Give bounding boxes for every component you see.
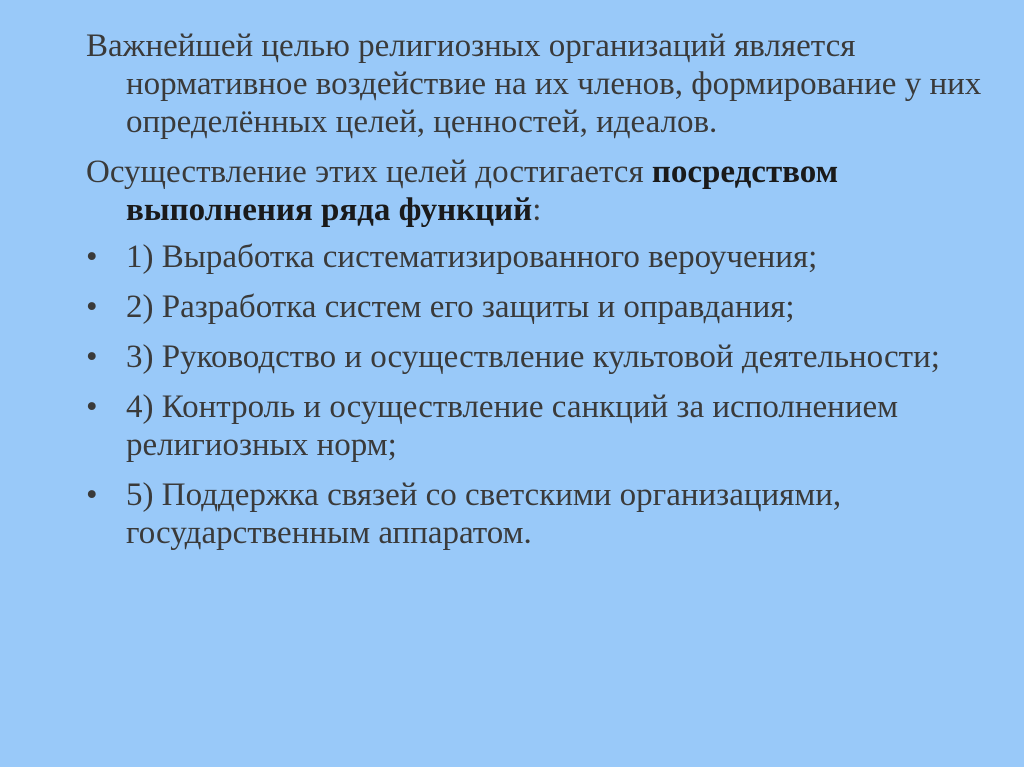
bullet-icon: • bbox=[86, 289, 98, 325]
list-item bbox=[86, 476, 966, 552]
list-item-text: 5) Поддержка связей со светскими организациями, государственным аппаратом. bbox=[126, 477, 842, 551]
bullet-icon: • bbox=[86, 339, 98, 375]
list-item bbox=[86, 338, 966, 376]
list-item-text: 4) Контроль и осуществление санкций за исполнением религиозных норм; bbox=[126, 389, 899, 463]
functions-intro-paragraph bbox=[86, 153, 1006, 229]
list-item-text: 2) Разработка систем его защиты и оправдания; bbox=[126, 289, 795, 325]
list-item bbox=[86, 238, 966, 276]
intro-paragraph: Важнейшей целью религиозных организаций является нормативное воздействие на их членов, формирование у них определённых целей, ценностей, идеалов. bbox=[86, 28, 982, 140]
functions-intro-emphasis: посредством выполнения ряда функций bbox=[126, 154, 839, 228]
functions-list bbox=[86, 238, 966, 552]
list-item bbox=[86, 288, 966, 326]
bullet-icon: • bbox=[86, 477, 98, 513]
bullet-icon: • bbox=[86, 389, 98, 425]
list-item-text: 3) Руководство и осуществление культовой деятельности; bbox=[126, 339, 940, 375]
functions-intro-lead: Осуществление этих целей достигается bbox=[86, 154, 652, 190]
bullet-icon: • bbox=[86, 239, 98, 275]
functions-intro-tail: : bbox=[532, 192, 542, 228]
list-item bbox=[86, 388, 966, 464]
list-item-text: 1) Выработка систематизированного вероучения; bbox=[126, 239, 818, 275]
